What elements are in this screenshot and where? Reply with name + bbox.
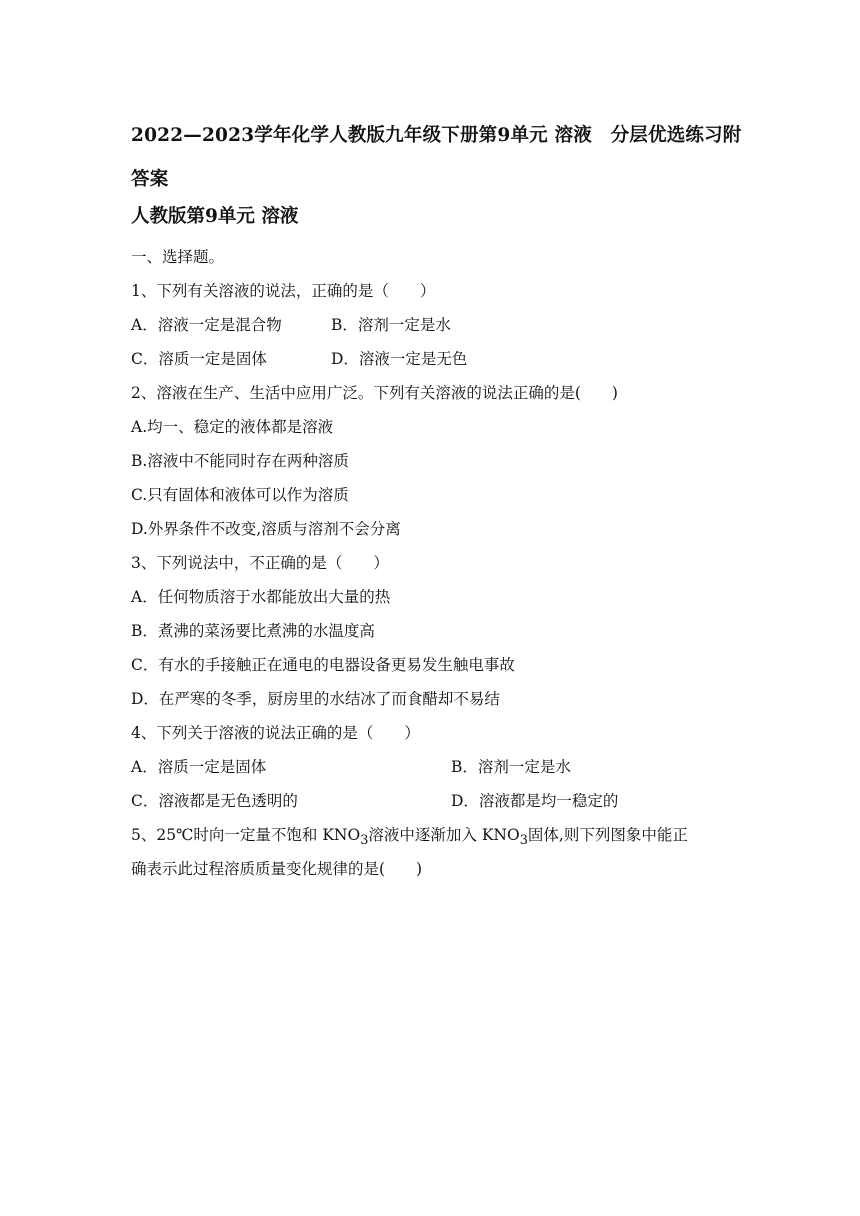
q2-option-a: A.均一、稳定的液体都是溶液 xyxy=(131,418,334,436)
q3-option-a: A．任何物质溶于水都能放出大量的热 xyxy=(131,588,391,606)
question-1-stem: 1、下列有关溶液的说法，正确的是（ ） xyxy=(131,282,436,300)
q4-option-c: C．溶液都是无色透明的 xyxy=(131,792,298,810)
q5-stem-part-1: 5、25℃时向一定量不饱和 KNO xyxy=(131,826,361,844)
q5-stem-part-3: 固体,则下列图象中能正 xyxy=(527,826,688,844)
question-1-options-row-1 xyxy=(131,308,751,342)
question-3-stem: 3、下列说法中，不正确的是（ ） xyxy=(131,554,389,572)
q3-option-c: C．有水的手接触正在通电的电器设备更易发生触电事故 xyxy=(131,656,515,674)
q1-option-d: D．溶液一定是无色 xyxy=(331,350,468,368)
q4-option-d: D．溶液都是均一稳定的 xyxy=(451,792,619,810)
q1-option-a: A．溶液一定是混合物 xyxy=(131,316,282,334)
q2-option-c: C.只有固体和液体可以作为溶质 xyxy=(131,486,349,504)
section-heading: 一、选择题。 xyxy=(131,248,225,266)
question-1-options-row-2 xyxy=(131,342,751,376)
q1-option-b: B．溶剂一定是水 xyxy=(331,316,451,334)
question-2-stem: 2、溶液在生产、生活中应用广泛。下列有关溶液的说法正确的是( ) xyxy=(131,384,618,402)
q2-option-b: B.溶液中不能同时存在两种溶质 xyxy=(131,452,349,470)
question-4-options-row-1 xyxy=(131,750,751,784)
q5-subscript-2: 3 xyxy=(519,833,528,849)
q5-stem-part-2: 溶液中逐渐加入 KNO xyxy=(368,826,520,844)
document-body xyxy=(131,240,751,886)
question-5-stem-line-2: 确表示此过程溶质质量变化规律的是( ) xyxy=(131,860,423,878)
document-title: 2022—2023学年化学人教版九年级下册第9单元 溶液 分层优选练习附答案 xyxy=(131,125,742,190)
q2-option-d: D.外界条件不改变,溶质与溶剂不会分离 xyxy=(131,520,401,538)
q4-option-a: A．溶质一定是固体 xyxy=(131,758,267,776)
q1-option-c: C．溶质一定是固体 xyxy=(131,350,267,368)
q3-option-d: D．在严寒的冬季，厨房里的水结冰了而食醋却不易结 xyxy=(131,690,500,708)
q5-subscript-1: 3 xyxy=(360,833,369,849)
question-5-stem-line-1 xyxy=(131,818,751,852)
question-4-stem: 4、下列关于溶液的说法正确的是（ ） xyxy=(131,724,420,742)
unit-subtitle: 人教版第9单元 溶液 xyxy=(131,206,299,227)
q3-option-b: B．煮沸的菜汤要比煮沸的水温度高 xyxy=(131,622,375,640)
question-4-options-row-2 xyxy=(131,784,751,818)
q4-option-b: B．溶剂一定是水 xyxy=(451,758,571,776)
